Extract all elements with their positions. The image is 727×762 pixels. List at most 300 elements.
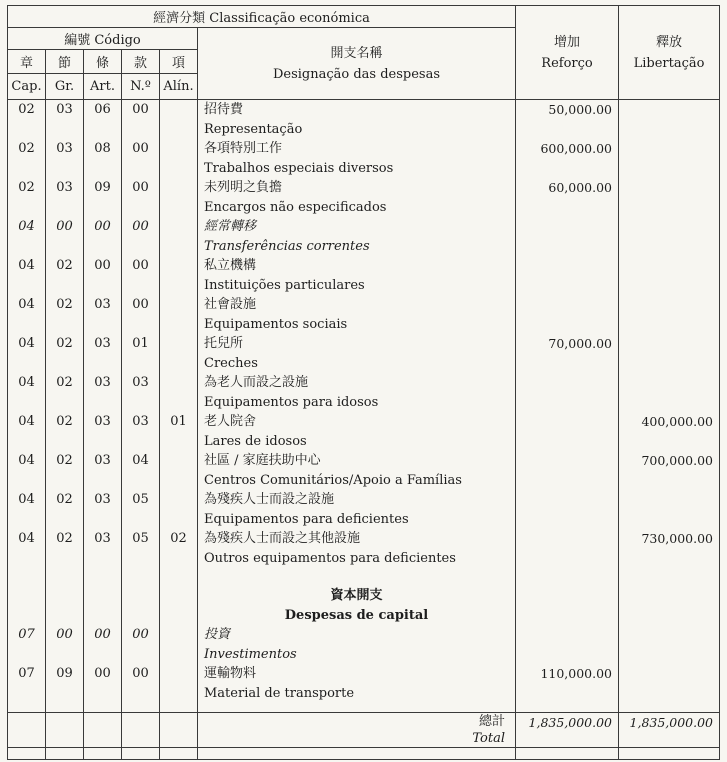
col-header-alin-zh: 項 [160, 50, 198, 74]
code-value: 02 [18, 180, 35, 195]
reforco-amount [516, 529, 618, 549]
total-empty-gr [46, 712, 84, 747]
code-cell-alin [160, 529, 198, 568]
code-cell-n [122, 373, 160, 412]
table-body [8, 100, 720, 704]
designation-pt: Equipamentos para deficientes [204, 511, 409, 527]
designation-zh: 社會設施 [204, 297, 257, 312]
reforco-amount: 70,000.00 [548, 336, 613, 351]
reforco-cell [516, 334, 619, 373]
code-cell-cap [8, 451, 46, 490]
reforco-cell [516, 625, 619, 664]
bottom-empty-cell [198, 747, 516, 759]
code-cell-n [122, 664, 160, 703]
designation-cell [198, 490, 516, 529]
designation-zh: 運輸物料 [204, 666, 257, 681]
col-header-gr-zh: 節 [46, 50, 84, 74]
libertacao-amount [619, 295, 719, 315]
code-cell-alin [160, 664, 198, 703]
code-cell-art [84, 178, 122, 217]
designation-cell [198, 625, 516, 664]
code-cell-alin [160, 217, 198, 256]
libertacao-amount [619, 373, 719, 393]
reforco-amount: 110,000.00 [540, 666, 613, 681]
designation-cell [198, 412, 516, 451]
code-value: 04 [18, 375, 35, 390]
code-cell-n [122, 178, 160, 217]
designation-pt: Trabalhos especiais diversos [204, 160, 394, 176]
code-value: 09 [56, 666, 73, 681]
code-cell-cap [8, 100, 46, 140]
code-value: 04 [132, 453, 149, 468]
code-value: 05 [132, 492, 149, 507]
col-header-art-abbr: Art. [84, 74, 122, 100]
designation-pt: Material de transporte [204, 685, 355, 701]
spacer-cell [198, 568, 516, 586]
table-row [8, 625, 720, 664]
spacer-cell [516, 568, 619, 586]
code-cell-n [122, 412, 160, 451]
code-cell-cap [8, 412, 46, 451]
code-value: 03 [56, 180, 73, 195]
reforco-amount [516, 256, 618, 276]
code-cell-art [84, 412, 122, 451]
reforco-cell [516, 217, 619, 256]
code-value: 04 [18, 531, 35, 546]
designation-pt: Equipamentos sociais [204, 316, 348, 332]
filler-cell [516, 703, 619, 712]
code-value: 00 [132, 180, 149, 195]
designation-zh: 老人院舍 [204, 414, 257, 429]
total-label [198, 712, 516, 747]
section-empty-cell [160, 586, 198, 625]
code-cell-alin [160, 412, 198, 451]
classification-header: 經濟分類 Classificação económica [8, 6, 516, 28]
libertacao-amount: 700,000.00 [641, 453, 714, 468]
code-value: 09 [94, 180, 111, 195]
code-value [160, 373, 197, 393]
code-value [160, 139, 197, 159]
reforco-amount [516, 373, 618, 393]
designation-pt: Encargos não especificados [204, 199, 387, 215]
code-cell-cap [8, 664, 46, 703]
code-value: 03 [56, 102, 73, 117]
code-cell-alin [160, 256, 198, 295]
designation-cell [198, 217, 516, 256]
code-cell-art [84, 295, 122, 334]
code-value: 00 [132, 102, 149, 117]
libertacao-cell [619, 139, 720, 178]
table-row [8, 451, 720, 490]
code-value: 05 [132, 531, 149, 546]
filler-cell [8, 703, 46, 712]
code-cell-art [84, 334, 122, 373]
libertacao-amount [619, 256, 719, 276]
reforco-cell [516, 529, 619, 568]
reforco-header-pt: Reforço [541, 55, 593, 71]
designation-cell [198, 529, 516, 568]
designation-column-header [198, 28, 516, 100]
code-value: 04 [18, 297, 35, 312]
code-cell-cap [8, 529, 46, 568]
total-empty-n [122, 712, 160, 747]
libertacao-cell [619, 373, 720, 412]
code-cell-alin [160, 139, 198, 178]
code-cell-gr [46, 178, 84, 217]
code-value: 00 [94, 666, 111, 681]
code-value: 03 [132, 375, 149, 390]
designation-zh: 托兒所 [204, 336, 244, 351]
libertacao-header-zh: 釋放 [656, 34, 683, 50]
libertacao-amount [619, 217, 719, 237]
code-cell-art [84, 217, 122, 256]
code-cell-n [122, 625, 160, 664]
col-header-art-zh: 條 [84, 50, 122, 74]
code-cell-cap [8, 334, 46, 373]
libertacao-cell [619, 217, 720, 256]
code-cell-n [122, 451, 160, 490]
code-value: 02 [56, 531, 73, 546]
section-empty-cell [122, 586, 160, 625]
code-cell-art [84, 625, 122, 664]
code-value [160, 100, 197, 120]
libertacao-amount: 730,000.00 [641, 531, 714, 546]
code-cell-alin [160, 490, 198, 529]
libertacao-cell [619, 412, 720, 451]
code-cell-gr [46, 625, 84, 664]
designation-zh: 經常轉移 [204, 219, 257, 234]
col-header-cap-zh: 章 [8, 50, 46, 74]
code-value: 01 [132, 336, 149, 351]
code-cell-art [84, 664, 122, 703]
libertacao-cell [619, 178, 720, 217]
code-value [160, 625, 197, 645]
bottom-empty-cell [160, 747, 198, 759]
designation-pt: Lares de idosos [204, 433, 307, 449]
reforco-amount [516, 625, 618, 645]
section-header-row [8, 586, 720, 625]
code-cell-n [122, 256, 160, 295]
code-value: 00 [132, 627, 149, 642]
code-value: 02 [170, 531, 187, 546]
code-cell-art [84, 373, 122, 412]
code-cell-n [122, 295, 160, 334]
spacer-cell [84, 568, 122, 586]
col-header-alin-abbr: Alín. [160, 74, 198, 100]
code-cell-gr [46, 373, 84, 412]
filler-cell [619, 703, 720, 712]
spacer-cell [160, 568, 198, 586]
designation-zh: 未列明之負擔 [204, 180, 283, 195]
libertacao-amount: 400,000.00 [641, 414, 714, 429]
bottom-empty-cell [516, 747, 619, 759]
table-row [8, 412, 720, 451]
spacer-cell [8, 568, 46, 586]
code-value: 06 [94, 102, 111, 117]
reforco-cell [516, 178, 619, 217]
designation-pt: Outros equipamentos para deficientes [204, 550, 456, 566]
col-header-n-zh: 款 [122, 50, 160, 74]
code-value [160, 334, 197, 354]
designation-zh: 為殘疾人士而設之其他設施 [204, 531, 361, 546]
bottom-empty-cell [8, 747, 46, 759]
libertacao-cell [619, 295, 720, 334]
table-row [8, 217, 720, 256]
code-value: 00 [132, 666, 149, 681]
table-row [8, 139, 720, 178]
code-value: 00 [132, 141, 149, 156]
code-value: 02 [56, 492, 73, 507]
code-cell-n [122, 334, 160, 373]
libertacao-cell [619, 100, 720, 140]
designation-cell [198, 373, 516, 412]
code-cell-alin [160, 334, 198, 373]
designation-cell [198, 295, 516, 334]
code-value: 03 [94, 414, 111, 429]
code-cell-cap [8, 256, 46, 295]
spacer-cell [122, 568, 160, 586]
designation-header-zh: 開支名稱 [330, 45, 383, 61]
total-reforco-amount: 1,835,000.00 [528, 714, 613, 730]
code-cell-gr [46, 100, 84, 140]
code-value: 04 [18, 453, 35, 468]
reforco-cell [516, 490, 619, 529]
bottom-empty-cell [84, 747, 122, 759]
code-cell-n [122, 490, 160, 529]
designation-cell [198, 256, 516, 295]
code-value: 00 [132, 297, 149, 312]
code-value: 08 [94, 141, 111, 156]
col-header-n-abbr: N.º [122, 74, 160, 100]
designation-header-pt: Designação das despesas [272, 66, 441, 82]
designation-cell [198, 100, 516, 140]
designation-pt: Instituições particulares [204, 277, 365, 293]
libertacao-cell [619, 451, 720, 490]
code-cell-alin [160, 373, 198, 412]
section-title-pt: Despesas de capital [284, 607, 429, 623]
code-cell-alin [160, 625, 198, 664]
code-value: 00 [132, 219, 149, 234]
libertacao-amount [619, 334, 719, 354]
code-value: 04 [18, 414, 35, 429]
code-value: 02 [56, 375, 73, 390]
designation-pt: Transferências correntes [204, 238, 370, 254]
filler-cell [84, 703, 122, 712]
reforco-cell [516, 412, 619, 451]
libertacao-cell [619, 664, 720, 703]
code-value: 00 [94, 258, 111, 273]
code-cell-gr [46, 217, 84, 256]
code-group-header: 編號 Código [8, 28, 198, 50]
libertacao-amount [619, 100, 719, 120]
code-value: 02 [18, 102, 35, 117]
code-cell-alin [160, 100, 198, 140]
reforco-amount: 600,000.00 [540, 141, 613, 156]
code-cell-gr [46, 139, 84, 178]
designation-zh: 投資 [204, 627, 231, 642]
section-empty-cell [46, 586, 84, 625]
code-value: 03 [94, 375, 111, 390]
code-value: 03 [56, 141, 73, 156]
code-value [160, 451, 197, 471]
filler-cell [46, 703, 84, 712]
bottom-empty-cell [619, 747, 720, 759]
code-cell-cap [8, 295, 46, 334]
filler-cell [198, 703, 516, 712]
code-value: 07 [18, 666, 35, 681]
code-cell-cap [8, 625, 46, 664]
code-value: 03 [94, 336, 111, 351]
table-row [8, 178, 720, 217]
libertacao-cell [619, 490, 720, 529]
reforco-amount: 50,000.00 [548, 102, 613, 117]
code-cell-gr [46, 334, 84, 373]
designation-cell [198, 139, 516, 178]
code-value [160, 295, 197, 315]
code-cell-gr [46, 664, 84, 703]
code-cell-art [84, 490, 122, 529]
code-value [160, 490, 197, 510]
budget-table [7, 5, 720, 760]
reforco-amount [516, 451, 618, 471]
designation-zh: 招待費 [204, 102, 244, 117]
bottom-empty-row [8, 747, 720, 759]
section-empty-cell [516, 586, 619, 625]
libertacao-amount [619, 664, 719, 684]
code-cell-cap [8, 217, 46, 256]
code-cell-gr [46, 412, 84, 451]
table-row [8, 100, 720, 140]
code-value: 07 [18, 627, 35, 642]
total-label-zh: 總計 [479, 713, 506, 729]
code-value: 02 [56, 297, 73, 312]
code-value: 00 [94, 627, 111, 642]
code-value: 03 [94, 297, 111, 312]
code-cell-cap [8, 490, 46, 529]
designation-pt: Representação [204, 121, 303, 137]
code-value: 00 [132, 258, 149, 273]
libertacao-amount [619, 139, 719, 159]
code-value: 04 [18, 219, 35, 234]
code-cell-gr [46, 295, 84, 334]
filler-space [8, 703, 720, 712]
bottom-empty-cell [122, 747, 160, 759]
code-value: 02 [56, 414, 73, 429]
code-cell-cap [8, 178, 46, 217]
designation-pt: Centros Comunitários/Apoio a Famílias [204, 472, 462, 488]
designation-zh: 為殘疾人士而設之設施 [204, 492, 335, 507]
code-cell-gr [46, 490, 84, 529]
reforco-amount: 60,000.00 [548, 180, 613, 195]
libertacao-header-pt: Libertação [633, 55, 705, 71]
table-footer [8, 712, 720, 759]
table-row [8, 256, 720, 295]
total-libertacao-value [619, 712, 720, 747]
code-value: 02 [56, 453, 73, 468]
spacer-cell [46, 568, 84, 586]
spacer-row [8, 568, 720, 586]
code-cell-art [84, 256, 122, 295]
code-value: 02 [18, 141, 35, 156]
reforco-cell [516, 451, 619, 490]
code-value: 03 [94, 531, 111, 546]
designation-zh: 私立機構 [204, 258, 257, 273]
libertacao-amount [619, 625, 719, 645]
code-value [160, 217, 197, 237]
total-empty-cap [8, 712, 46, 747]
code-value: 02 [56, 258, 73, 273]
reforco-cell [516, 664, 619, 703]
table-row [8, 295, 720, 334]
reforco-cell [516, 139, 619, 178]
code-value: 04 [18, 336, 35, 351]
code-value: 03 [94, 492, 111, 507]
bottom-empty-cell [46, 747, 84, 759]
code-cell-gr [46, 451, 84, 490]
designation-pt: Investimentos [204, 646, 297, 662]
reforco-cell [516, 100, 619, 140]
designation-cell [198, 178, 516, 217]
section-empty-cell [84, 586, 122, 625]
designation-cell [198, 451, 516, 490]
col-header-gr-abbr: Gr. [46, 74, 84, 100]
code-value: 00 [56, 219, 73, 234]
table-row [8, 529, 720, 568]
designation-pt: Creches [204, 355, 258, 371]
reforco-header-zh: 增加 [554, 34, 581, 50]
code-cell-gr [46, 256, 84, 295]
table-row [8, 373, 720, 412]
reforco-cell [516, 373, 619, 412]
reforco-amount [516, 295, 618, 315]
code-value [160, 256, 197, 276]
total-reforco-value [516, 712, 619, 747]
code-value: 02 [56, 336, 73, 351]
reforco-column-header [516, 6, 619, 100]
section-title-cell [198, 586, 516, 625]
code-value [160, 178, 197, 198]
code-cell-cap [8, 373, 46, 412]
code-cell-alin [160, 178, 198, 217]
designation-zh: 社區 / 家庭扶助中心 [204, 453, 321, 468]
total-libertacao-amount: 1,835,000.00 [629, 714, 714, 730]
reforco-amount [516, 412, 618, 432]
section-empty-cell [8, 586, 46, 625]
reforco-cell [516, 295, 619, 334]
reforco-amount [516, 490, 618, 510]
code-value [160, 664, 197, 684]
code-cell-n [122, 139, 160, 178]
libertacao-cell [619, 334, 720, 373]
designation-zh: 為老人而設之設施 [204, 375, 309, 390]
code-value: 00 [56, 627, 73, 642]
libertacao-amount [619, 178, 719, 198]
code-value: 03 [132, 414, 149, 429]
code-cell-art [84, 139, 122, 178]
libertacao-column-header [619, 6, 720, 100]
total-row [8, 712, 720, 747]
reforco-cell [516, 256, 619, 295]
spacer-cell [619, 568, 720, 586]
code-cell-n [122, 529, 160, 568]
designation-cell [198, 334, 516, 373]
designation-cell [198, 664, 516, 703]
reforco-amount [516, 217, 618, 237]
designation-zh: 各項特別工作 [204, 141, 283, 156]
section-title-zh: 資本開支 [330, 588, 383, 603]
code-cell-art [84, 100, 122, 140]
code-value: 03 [94, 453, 111, 468]
